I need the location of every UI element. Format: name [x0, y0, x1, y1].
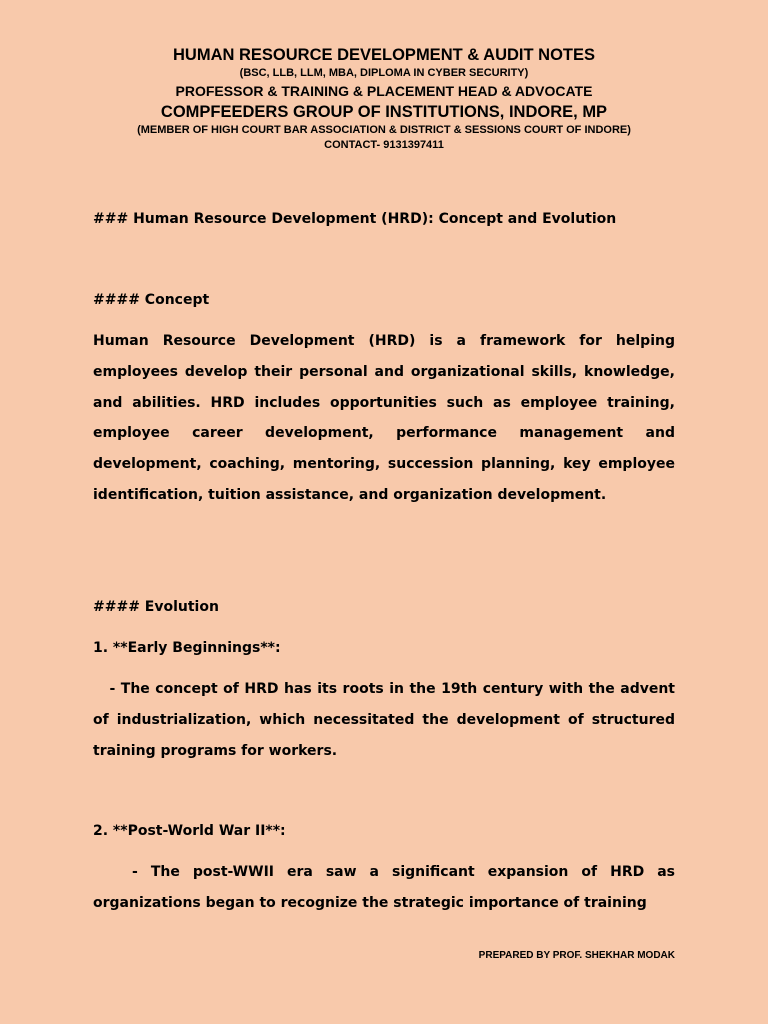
document-header: [0, 44, 768, 153]
header-institution: COMPFEEDERS GROUP OF INSTITUTIONS, INDORE, MP: [160, 103, 608, 121]
concept-heading: #### Concept: [93, 292, 210, 308]
header-title: HUMAN RESOURCE DEVELOPMENT & AUDIT NOTES: [173, 46, 595, 64]
main-heading: ### Human Resource Development (HRD): Concept and Evolution: [93, 211, 617, 227]
item1-heading: 1. **Early Beginnings**:: [93, 640, 281, 656]
concept-paragraph: Human Resource Development (HRD) is a framework for helping employees develop their personal and organizational skills, knowledge, and abilities. HRD includes opportunities such as employee training, employee career development, performance management and development, coaching, mentoring, succession planning, key employee identification, tuition assistance, and organization development.: [93, 333, 675, 503]
item1-text: - The concept of HRD has its roots in the 19th century with the advent of industrialization, which necessitated the development of structured training programs for workers.: [93, 681, 680, 759]
header-qualifications: (BSC, LLB, LLM, MBA, DIPLOMA IN CYBER SECURITY): [239, 67, 529, 79]
item2-text: - The post-WWII era saw a significant expansion of HRD as organizations began to recognize the strategic importance of training: [93, 864, 680, 911]
header-membership: (MEMBER OF HIGH COURT BAR ASSOCIATION & DISTRICT & SESSIONS COURT OF INDORE): [137, 124, 631, 136]
prepared-by-footer: PREPARED BY PROF. SHEKHAR MODAK: [478, 950, 675, 961]
header-role: PROFESSOR & TRAINING & PLACEMENT HEAD & ADVOCATE: [175, 83, 593, 99]
item2-heading: 2. **Post-World War II**:: [93, 823, 286, 839]
evolution-heading: #### Evolution: [93, 599, 219, 615]
header-contact: CONTACT- 9131397411: [324, 139, 444, 151]
